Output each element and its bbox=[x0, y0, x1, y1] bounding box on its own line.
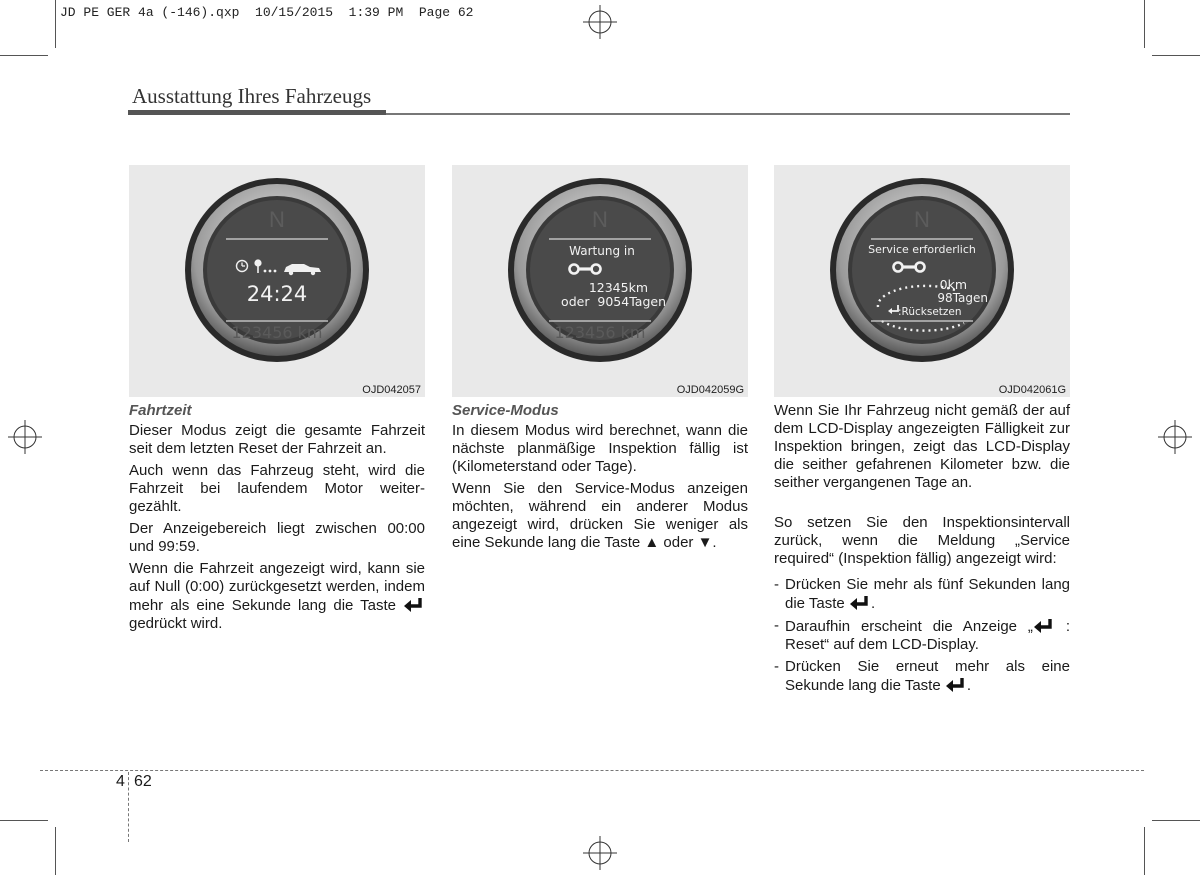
heading-drive-time: Fahrtzeit bbox=[129, 402, 192, 419]
figure-code: OJD042061G bbox=[998, 384, 1066, 396]
figure-service-mode bbox=[452, 165, 748, 397]
section-title: Ausstattung Ihres Fahrzeugs bbox=[132, 84, 372, 108]
gauge-service bbox=[452, 165, 748, 397]
list-item: - Daraufhin erscheint die Anzeige „ : Reset“ auf dem LCD-Display. bbox=[774, 617, 1070, 653]
paragraph: So setzen Sie den Inspektionsintervall zurück, wenn die Meldung „Service required“ (Inspektion fällig) angezeigt wird: bbox=[774, 514, 1070, 567]
registration-mark-right bbox=[1158, 420, 1192, 454]
list-item: - Drücken Sie mehr als fünf Sekunden lang die Taste . bbox=[774, 576, 1070, 612]
gauge-drive-time bbox=[129, 165, 425, 397]
drive-time-value: 24:24 bbox=[246, 282, 308, 306]
crop-mark-bottom-right-v bbox=[1144, 827, 1145, 875]
paragraph: Dieser Modus zeigt die gesamte Fahrzeit seit dem letzten Reset der Fahrzeit an. bbox=[129, 422, 425, 457]
paragraph: Der Anzeigebereich liegt zwischen 00:00 und 99:59. bbox=[129, 520, 425, 555]
paragraph-reset bbox=[129, 560, 425, 633]
column-service-mode bbox=[452, 402, 748, 556]
svg-text:N: N bbox=[914, 207, 930, 232]
registration-mark-bottom bbox=[583, 836, 617, 870]
reset-label: :Rücksetzen bbox=[898, 306, 962, 318]
crop-mark-top-right-h bbox=[1152, 55, 1200, 56]
text: gedrückt wird. bbox=[129, 615, 223, 632]
service-title: Wartung in bbox=[569, 244, 635, 258]
figure-code: OJD042059G bbox=[676, 384, 744, 396]
enter-key-icon bbox=[403, 596, 425, 613]
service-required-title: Service erforderlich bbox=[868, 243, 976, 256]
paragraph: Wenn Sie Ihr Fahrzeug nicht gemäß der auf dem LCD-Display angezeigten Fälligkeit zur Inspektion bringen, zeigt das LCD-Display die seither gefahrenen Kilometer bzw. die seither vergangenen Tage an. bbox=[774, 402, 1070, 491]
gauge-service-required bbox=[774, 165, 1070, 397]
figure-code: OJD042057 bbox=[362, 384, 421, 396]
text: Wenn die Fahrzeit angezeigt wird, kann sie auf Null (0:00) zurückgesetzt werden, indem mehr als eine Sekunde lang die Taste bbox=[129, 560, 425, 614]
service-days: oder 9054Tagen bbox=[561, 294, 666, 309]
crop-mark-top-right-v bbox=[1144, 0, 1145, 48]
paragraph: Auch wenn das Fahrzeug steht, wird die Fahrzeit bei laufendem Motor weiter-gezählt. bbox=[129, 462, 425, 515]
crop-mark-top-left-h bbox=[0, 55, 48, 56]
paragraph: Wenn Sie den Service-Modus anzeigen möchten, während ein anderer Modus angezeigt wird, drücken Sie weniger als eine Sekunde lang die Taste ▲ oder ▼. bbox=[452, 480, 748, 551]
paragraph: In diesem Modus wird berechnet, wann die nächste planmäßige Inspektion fällig ist (Kilometerstand oder Tage). bbox=[452, 422, 748, 475]
crop-mark-top-left-v bbox=[55, 0, 56, 48]
crop-mark-bottom-left-v bbox=[55, 827, 56, 875]
crop-mark-bottom-left-h bbox=[0, 820, 48, 821]
footer-divider bbox=[128, 772, 129, 842]
crop-mark-bottom-right-h bbox=[1152, 820, 1200, 821]
odometer-ghost: 123456 km bbox=[554, 323, 646, 342]
column-drive-time bbox=[129, 402, 425, 637]
page-number: 62 bbox=[134, 773, 152, 790]
service-km: 12345km bbox=[588, 280, 648, 295]
figure-drive-time bbox=[129, 165, 425, 397]
list-item: - Drücken Sie erneut mehr als eine Sekunde lang die Taste . bbox=[774, 658, 1070, 694]
heading-service-mode: Service-Modus bbox=[452, 402, 559, 419]
service-required-days: 98Tagen bbox=[937, 291, 988, 305]
chapter-number: 4 bbox=[116, 773, 125, 790]
print-slug: JD PE GER 4a (-146).qxp 10/15/2015 1:39 PM Page 62 bbox=[60, 5, 474, 20]
registration-mark-left bbox=[8, 420, 42, 454]
svg-text:N: N bbox=[269, 207, 285, 232]
service-required-km: 0km bbox=[939, 277, 967, 292]
registration-mark-top bbox=[583, 5, 617, 39]
svg-text:N: N bbox=[592, 207, 608, 232]
header-rule-thin bbox=[386, 113, 1070, 115]
figure-service-required bbox=[774, 165, 1070, 397]
enter-key-icon bbox=[849, 594, 871, 611]
enter-key-icon bbox=[1033, 617, 1055, 634]
enter-key-icon bbox=[945, 676, 967, 693]
footer-rule bbox=[40, 770, 1144, 771]
header-rule-thick bbox=[128, 110, 386, 115]
column-service-reset bbox=[774, 402, 1070, 699]
odometer-ghost: 123456 km bbox=[231, 323, 323, 342]
